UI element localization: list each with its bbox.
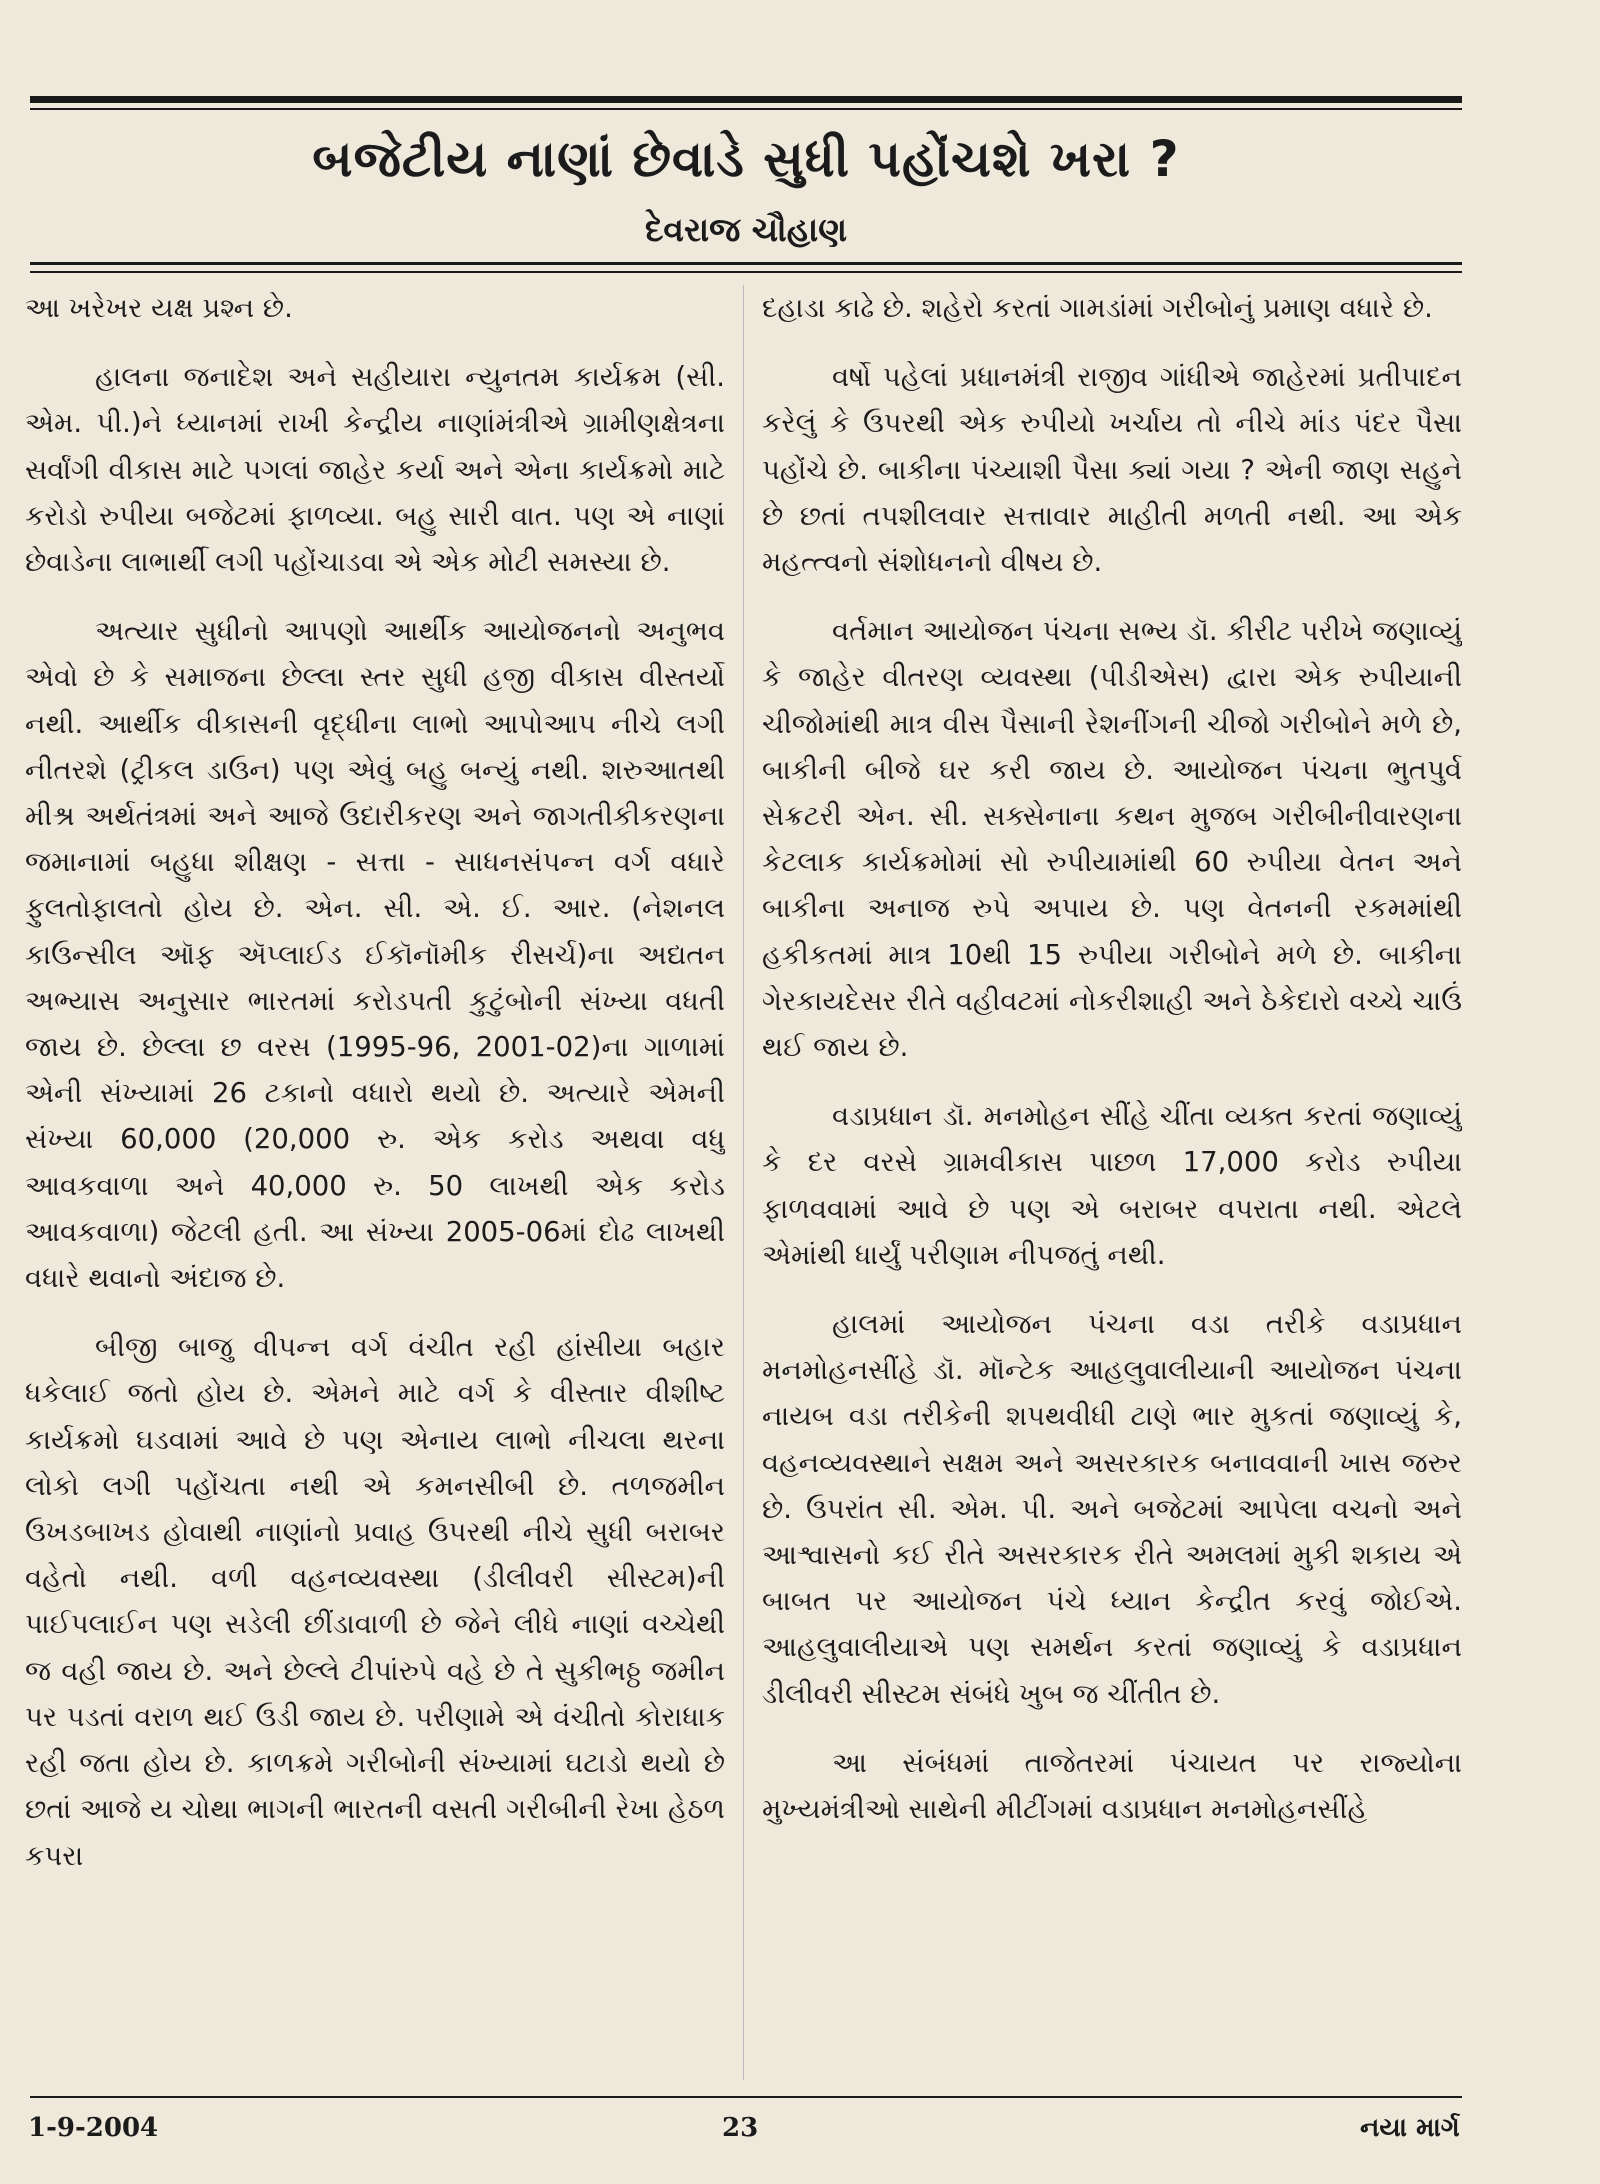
article-title: બજેટીય નાણાં છેવાડે સુધી પહોંચશે ખરા ? [312, 130, 1180, 188]
paragraph: આ સંબંધમાં તાજેતરમાં પંચાયત પર રાજ્યોના મુખ્યમંત્રીઓ સાથેની મીટીંગમાં વડાપ્રધાન મનમોહનસીંહે [762, 1746, 1462, 1826]
column-divider [743, 285, 744, 2080]
paragraph: વર્તમાન આયોજન પંચના સભ્ય ડૉ. કીરીટ પરીખે જણાવ્યું કે જાહેર વીતરણ વ્યવસ્થા (પીડીએસ) દ્વારા એક રુપીયાની ચીજોમાંથી માત્ર વીસ પૈસાની રેશનીંગની ચીજો ગરીબોને મળે છે, બાકીની બીજે ઘર કરી જાય છે. આયોજન પંચના ભુતપુર્વ સેક્રટરી એન. સી. સક્સેનાના કથન મુજબ ગરીબીનીવારણના કેટલાક કાર્યક્રમોમાં સો રુપીયામાંથી 60 રુપીયા વેતન અને બાકીના અનાજ રુપે અપાય છે. પણ વેતનની રકમમાંથી હકીકતમાં માત્ર 10થી 15 રુપીયા ગરીબોને મળે છે. બાકીના ગેરકાયદેસર રીતે વહીવટમાં નોકરીશાહી અને ઠેકેદારો વચ્ચે ચાઉં થઈ જાય છે. [762, 615, 1462, 1064]
paragraph: આ ખરેખર યક્ષ પ્રશ્ન છે. [25, 292, 293, 324]
paragraph: હાલમાં આયોજન પંચના વડા તરીકે વડાપ્રધાન મનમોહનસીંહે ડૉ. મૉન્ટેક આહલુવાલીયાની આયોજન પંચના નાયબ વડા તરીકેની શપથવીધી ટાણે ભાર મુકતાં જણાવ્યું કે, વહનવ્યવસ્થાને સક્ષમ અને અસરકારક બનાવવાની ખાસ જરુર છે. ઉપરાંત સી. એમ. પી. અને બજેટમાં આપેલા વચનો અને આશ્વાસનો કઈ રીતે અસરકારક રીતે અમલમાં મુકી શકાય એ બાબત પર આયોજન પંચે ધ્યાન કેન્દ્રીત કરવું જોઈએ. આહલુવાલીયાએ પણ સમર્થન કરતાં જણાવ્યું કે વડાપ્રધાન ડીલીવરી સીસ્ટમ સંબંધે ખુબ જ ચીંતીત છે. [762, 1308, 1462, 1710]
header-bottom-thin-rule [30, 271, 1462, 273]
footer-date: 1-9-2004 [28, 2113, 159, 2143]
paragraph: વર્ષો પહેલાં પ્રધાનમંત્રી રાજીવ ગાંધીએ જાહેરમાં પ્રતીપાદન કરેલું કે ઉપરથી એક રુપીયો ખર્ચાય તો નીચે માંડ પંદર પૈસા પહોંચે છે. બાકીના પંચ્યાશી પૈસા ક્યાં ગયા ? એની જાણ સહુને છે છતાં તપશીલવાર સત્તાવાર માહીતી મળતી નથી. આ એક મહત્ત્વનો સંશોધનનો વીષય છે. [762, 361, 1462, 579]
page-number: 23 [722, 2113, 759, 2143]
right-column [762, 285, 1462, 2085]
article-author: દેવરાજ ચૌહાણ [644, 210, 848, 249]
footer-rule [30, 2096, 1462, 2098]
header-bottom-rule [30, 262, 1462, 265]
top-thick-rule [30, 96, 1462, 103]
paragraph: બીજી બાજુ વીપન્ન વર્ગ વંચીત રહી હાંસીયા બહાર ધકેલાઈ જતો હોય છે. એમને માટે વર્ગ કે વીસ્તાર વીશીષ્ટ કાર્યક્રમો ઘડવામાં આવે છે પણ એનાય લાભો નીચલા થરના લોકો લગી પહોંચતા નથી એ કમનસીબી છે. તળજમીન ઉખડબાખડ હોવાથી નાણાંનો પ્રવાહ ઉપરથી નીચે સુધી બરાબર વહેતો નથી. વળી વહનવ્યવસ્થા (ડીલીવરી સીસ્ટમ)ની પાઈપલાઈન પણ સડેલી છીંડાવાળી છે જેને લીધે નાણાં વચ્ચેથી જ વહી જાય છે. અને છેલ્લે ટીપાંરુપે વહે છે તે સુકીભઠ્ઠ જમીન પર પડતાં વરાળ થઈ ઉડી જાય છે. પરીણામે એ વંચીતો કોરાધાક રહી જતા હોય છે. કાળક્રમે ગરીબોની સંખ્યામાં ઘટાડો થયો છે છતાં આજે ય ચોથા ભાગની ભારતની વસતી ગરીબીની રેખા હેઠળ કપરા [25, 1331, 725, 1872]
paragraph: દહાડા કાઢે છે. શહેરો કરતાં ગામડાંમાં ગરીબોનું પ્રમાણ વધારે છે. [762, 292, 1433, 324]
paragraph: અત્યાર સુધીનો આપણો આર્થીક આયોજનનો અનુભવ એવો છે કે સમાજના છેલ્લા સ્તર સુધી હજી વીકાસ વીસ્તર્યો નથી. આર્થીક વીકાસની વૃદ્ધીના લાભો આપોઆપ નીચે લગી નીતરશે (ટ્રીકલ ડાઉન) પણ એવું બહુ બન્યું નથી. શરુઆતથી મીશ્ર અર્થતંત્રમાં અને આજે ઉદારીકરણ અને જાગતીકીકરણના જમાનામાં બહુધા શીક્ષણ - સત્તા - સાધનસંપન્ન વર્ગ વધારે ફુલતોફાલતો હોય છે. એન. સી. એ. ઈ. આર. (નેશનલ કાઉન્સીલ ઑફ ઍપ્લાઈડ ઈકૉનૉમીક રીસર્ચ)ના અદ્યતન અભ્યાસ અનુસાર ભારતમાં કરોડપતી કુટુંબોની સંખ્યા વધતી જાય છે. છેલ્લા છ વરસ (1995-96, 2001-02)ના ગાળામાં એની સંખ્યામાં 26 ટકાનો વધારો થયો છે. અત્યારે એમની સંખ્યા 60,000 (20,000 રુ. એક કરોડ અથવા વધુ આવકવાળા અને 40,000 રુ. 50 લાખથી એક કરોડ આવકવાળા) જેટલી હતી. આ સંખ્યા 2005-06માં દોઢ લાખથી વધારે થવાનો અંદાજ છે. [25, 615, 725, 1295]
top-thin-rule [30, 108, 1462, 110]
paragraph: હાલના જનાદેશ અને સહીયારા ન્યુનતમ કાર્યક્રમ (સી. એમ. પી.)ને ધ્યાનમાં રાખી કેન્દ્રીય નાણાંમંત્રીએ ગ્રામીણક્ષેત્રના સર્વાંગી વીકાસ માટે પગલાં જાહેર કર્યા અને એના કાર્યક્રમો માટે કરોડો રુપીયા બજેટમાં ફાળવ્યા. બહુ સારી વાત. પણ એ નાણાં છેવાડેના લાભાર્થી લગી પહોંચાડવા એ એક મોટી સમસ્યા છે. [25, 361, 725, 579]
magazine-name: નયા માર્ગ [1360, 2113, 1460, 2143]
left-column [25, 285, 725, 2085]
paragraph: વડાપ્રધાન ડૉ. મનમોહન સીંહે ચીંતા વ્યક્ત કરતાં જણાવ્યું કે દર વરસે ગ્રામવીકાસ પાછળ 17,000 કરોડ રુપીયા ફાળવવામાં આવે છે પણ એ બરાબર વપરાતા નથી. એટલે એમાંથી ધાર્યું પરીણામ નીપજતું નથી. [762, 1100, 1462, 1271]
